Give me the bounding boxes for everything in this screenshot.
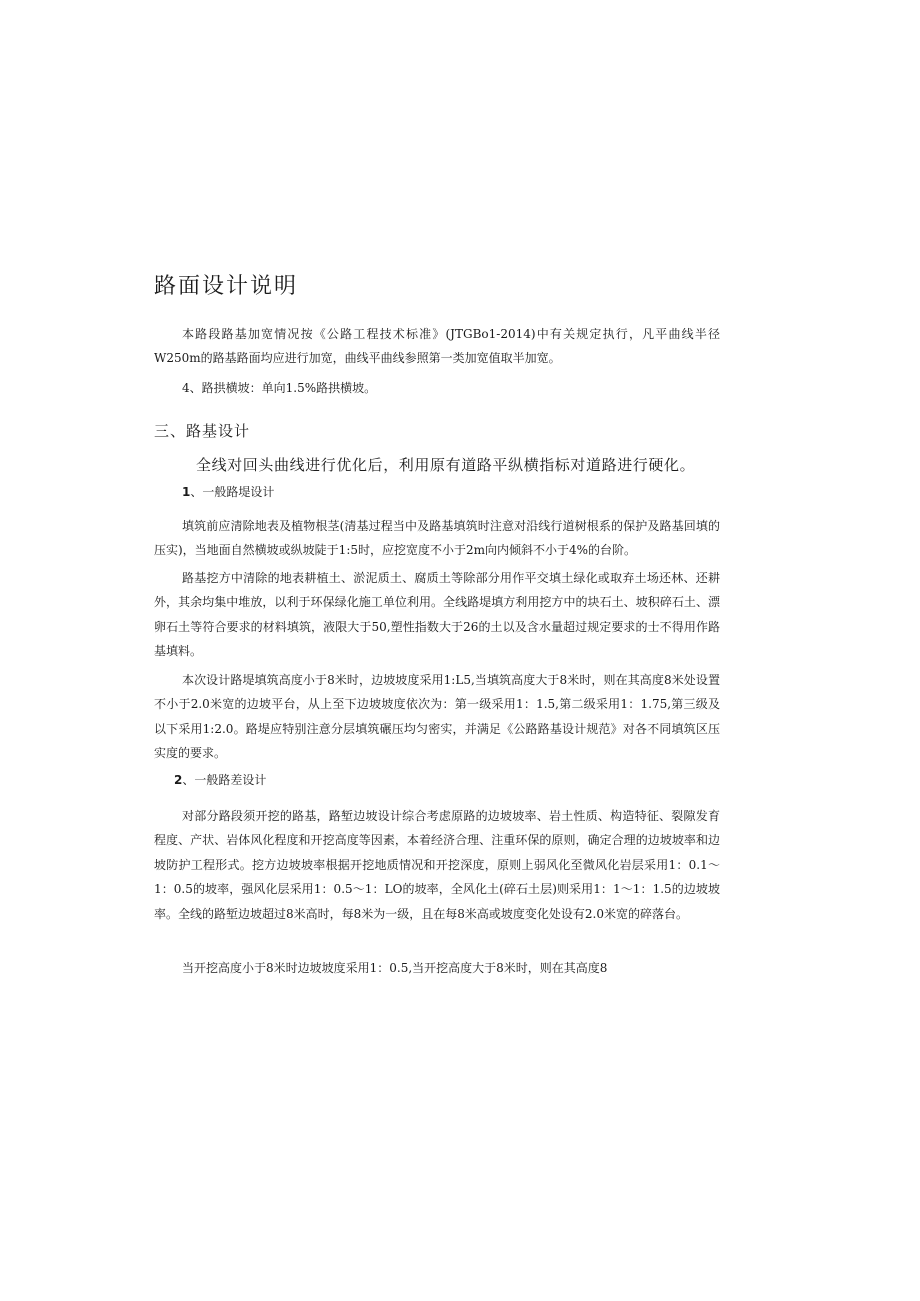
subsection-number: 1: [182, 485, 191, 499]
subsection-title: 、一般路堤设计: [190, 485, 275, 499]
embankment-paragraph-2: 路基挖方中清除的地表耕植土、淤泥质土、腐质土等除部分用作平交填土绿化或取弃土场还林、还耕外，其余均集中堆放，以利于环保绿化施工单位利用。全线路堤填方利用挖方中的块石土、坡积碎石土、漂卵石土等符合要求的材料填筑，液限大于50,塑性指数大于26的土以及含水量超过规定要求的士不得用作路基填料。: [154, 571, 720, 659]
section-lead: 全线对回头曲线进行优化后，利用原有道路平纵横指标对道路进行硬化。: [196, 456, 696, 474]
intro-paragraph: 本路段路基加宽情况按《公路工程技术标准》(JTGBo1-2014)中有关规定执行，凡平曲线半径W250m的路基路面均应进行加宽，曲线平曲线参照第一类加宽值取半加宽。: [154, 327, 720, 366]
subsection-number: 2: [174, 773, 183, 787]
cutting-paragraph-2: 当开挖高度小于8米时边坡坡度采用1：0.5,当开挖高度大于8米时，则在其高度8: [182, 961, 608, 975]
subsection-heading-embankment: [182, 480, 274, 504]
subsection-heading-cutting: [174, 768, 266, 792]
section-heading-roadbed: 三、路基设计: [154, 422, 251, 440]
intro-item-4: 4、路拱横坡：单向1.5%路拱横坡。: [182, 381, 377, 395]
embankment-paragraph-1: 填筑前应清除地表及植物根茎(清基过程当中及路基填筑时注意对沿线行道树根系的保护及路基回填的压实)，当地面自然横坡或纵坡陡于1:5时，应挖宽度不小于2m向内倾斜不小于4%的台阶。: [154, 519, 720, 558]
embankment-paragraph-3: 本次设计路堤填筑高度小于8米时，边坡坡度采用1:L5,当填筑高度大于8米时，则在其高度8米处设置不小于2.0米宽的边坡平台，从上至下边坡坡度依次为：第一级采用1：1.5,第二级采用1：1.75,第三级及以下采用1:2.0。路堤应特别注意分层填筑碾压均匀密实，并满足《公路路基设计规范》对各不同填筑区压实度的要求。: [154, 673, 720, 761]
cutting-paragraph-1: 对部分路段须开挖的路基，路堑边坡设计综合考虑原路的边坡坡率、岩土性质、构造特征、裂隙发育程度、产状、岩体风化程度和开挖高度等因素，本着经济合理、注重环保的原则，确定合理的边坡坡率和边坡防护工程形式。挖方边坡坡率根据开挖地质情况和开挖深度，原则上弱风化至微风化岩层采用1：0.1～1：0.5的坡率，强风化层采用1：0.5～1：LO的坡率，全风化土(碎石土层)则采用1：1～1：1.5的边坡坡率。全线的路堑边坡超过8米高时，每8米为一级，且在每8米高或坡度变化处设有2.0米宽的碎落台。: [154, 809, 720, 921]
subsection-title: 、一般路差设计: [182, 773, 267, 787]
page-title: 路面设计说明: [154, 274, 299, 299]
